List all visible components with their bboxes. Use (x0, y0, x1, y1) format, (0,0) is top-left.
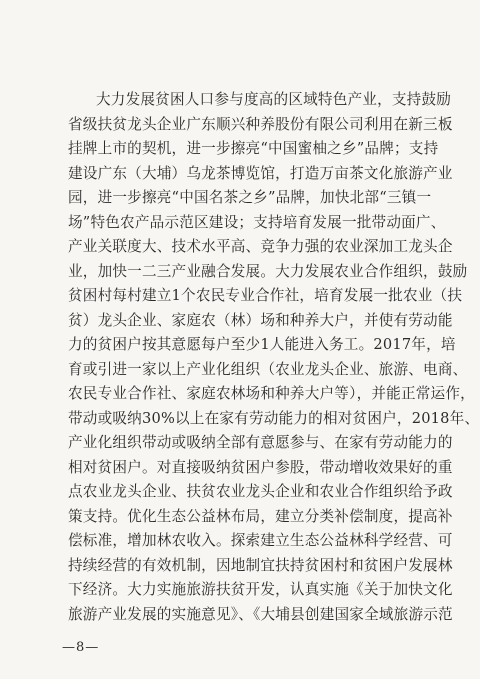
text-line: 场”特色农产品示范区建设；支持培育发展一批带动面广、 (68, 213, 446, 231)
text-line: 大力发展贫困人口参与度高的区域特色产业，支持鼓励 (96, 91, 452, 108)
text-line: 点农业龙头企业、扶贫农业龙头企业和农业合作组织给予政 (68, 483, 453, 500)
text-line: 旅游产业发展的实施意见》、《大埔县创建国家全域旅游示范 (68, 605, 453, 623)
text-line: 业，加快一二三产业融合发展。大力发展农业合作组织，鼓励 (68, 262, 468, 280)
text-line: 农民专业合作社、家庭农林场和种养大户等），并能正常运作， (68, 385, 475, 402)
text-line: 建设广东（大埔）乌龙茶博览馆，打造万亩茶文化旅游产业 (68, 164, 453, 182)
text-line: 贫困村每村建立1个农民专业合作社，培育发展一批农业（扶 (68, 287, 463, 304)
text-line: 力的贫困户按其意愿每户至少1人能进入务工。2017年，培 (68, 336, 456, 353)
text-line: 园，进一步擦亮“中国名茶之乡”品牌，加快北部“三镇一 (68, 189, 432, 206)
text-line: 偿标准，增加林农收入。探索建立生态公益林科学经营、可 (68, 532, 453, 549)
text-line: 贫）龙头企业、家庭农（林）场和种养大户，并使有劳动能 (68, 311, 453, 329)
text-line: 策支持。优化生态公益林布局，建立分类补偿制度，提高补 (68, 507, 453, 525)
page-number: —8— (62, 640, 100, 655)
body-text (68, 88, 480, 627)
text-line: 产业关联度大、技术水平高、竞争力强的农业深加工龙头企 (68, 238, 453, 255)
text-line: 挂牌上市的契机，进一步擦亮“中国蜜柚之乡”品牌；支持 (68, 140, 439, 157)
text-line: 育或引进一家以上产业化组织（农业龙头企业、旅游、电商、 (68, 360, 468, 378)
text-line: 带动或吸纳30%以上在家有劳动能力的相对贫困户，2018年、 (68, 409, 480, 427)
text-line: 下经济。大力实施旅游扶贫开发，认真实施《关于加快文化 (68, 581, 453, 598)
text-line: 相对贫困户。对直接吸纳贫困户参股，带动增收效果好的重 (68, 458, 453, 476)
text-line: 省级扶贫龙头企业广东顺兴种养股份有限公司利用在新三板 (68, 115, 453, 133)
text-line: 持续经营的有效机制，因地制宜扶持贫困村和贫困户发展林 (68, 556, 453, 574)
text-line: 产业化组织带动或吸纳全部有意愿参与、在家有劳动能力的 (68, 434, 453, 451)
